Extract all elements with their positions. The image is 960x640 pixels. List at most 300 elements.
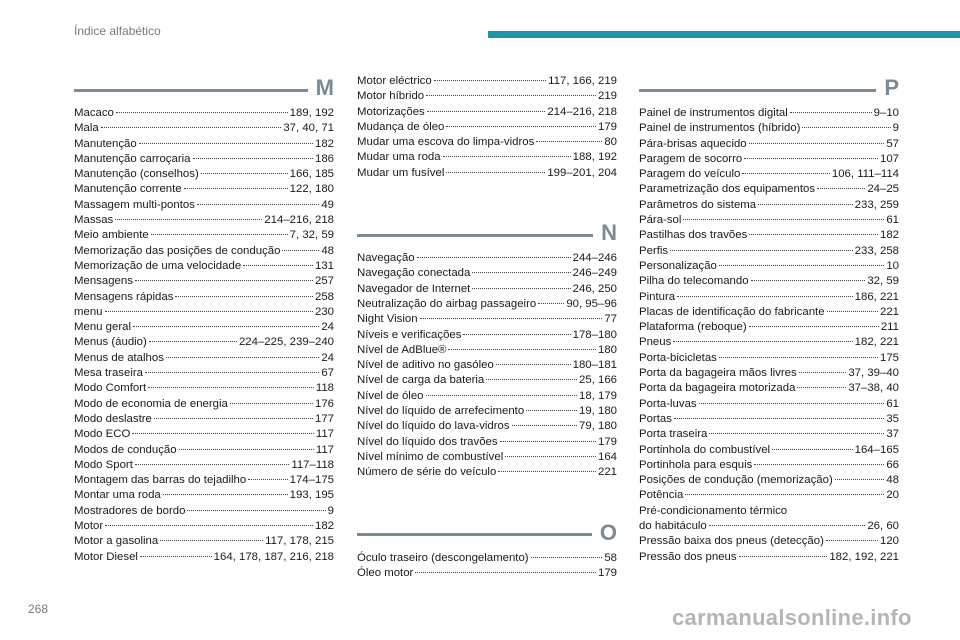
- entry-term: Navegação conectada: [357, 267, 471, 280]
- index-entry[interactable]: [639, 198, 899, 213]
- entry-pages[interactable]: 182: [879, 229, 899, 242]
- dot-leader: [160, 540, 263, 541]
- entry-pages[interactable]: 37, 40, 71: [283, 122, 334, 135]
- index-entry[interactable]: [74, 290, 334, 305]
- entry-pages[interactable]: 178–180: [572, 328, 617, 341]
- entry-term: Mostradores de bordo: [74, 504, 186, 517]
- index-entry[interactable]: [639, 519, 899, 534]
- entry-pages[interactable]: 214–216, 218: [264, 214, 334, 227]
- entry-pages[interactable]: 179: [597, 566, 617, 579]
- entry-pages[interactable]: 80: [604, 136, 617, 149]
- entry-pages[interactable]: 179: [597, 435, 617, 448]
- index-entry[interactable]: [639, 274, 899, 289]
- entry-pages[interactable]: 186: [314, 152, 334, 165]
- entry-pages[interactable]: 186, 221: [854, 290, 899, 303]
- index-entry[interactable]: [357, 266, 617, 281]
- entry-term: Manutenção carroçaria: [74, 152, 191, 165]
- entry-pages[interactable]: 48: [886, 474, 899, 487]
- entry-pages[interactable]: 79, 180: [578, 420, 617, 433]
- entry-term: Navegação: [357, 252, 415, 265]
- entry-pages[interactable]: 182: [314, 520, 334, 533]
- entry-term: Memorização das posições de condução: [74, 244, 281, 257]
- index-entry[interactable]: [74, 534, 334, 549]
- entry-pages[interactable]: 24–25: [867, 183, 899, 196]
- index-entry[interactable]: [639, 228, 899, 243]
- index-entry[interactable]: [74, 152, 334, 167]
- dot-leader: [486, 379, 577, 380]
- entry-term: menu: [74, 305, 103, 318]
- entry-pages[interactable]: 179: [597, 120, 617, 133]
- entry-pages[interactable]: 182, 192, 221: [829, 550, 899, 563]
- dot-leader: [116, 112, 288, 113]
- entry-pages[interactable]: 233, 258: [854, 244, 899, 257]
- dot-leader: [749, 143, 885, 144]
- entry-term: Posições de condução (memorização): [639, 474, 833, 487]
- dot-leader: [427, 111, 546, 112]
- dot-leader: [826, 540, 878, 541]
- dot-leader: [193, 158, 313, 159]
- index-entry[interactable]: [639, 106, 899, 121]
- entry-pages[interactable]: 117–118: [291, 458, 334, 471]
- entry-pages[interactable]: 221: [879, 305, 899, 318]
- entry-pages[interactable]: 7, 32, 59: [289, 229, 334, 242]
- entry-pages[interactable]: 37, 39–40: [848, 367, 899, 380]
- index-entry[interactable]: [639, 351, 899, 366]
- entry-term: Macaco: [74, 107, 114, 119]
- index-entry[interactable]: [357, 551, 617, 566]
- section-header: [639, 74, 899, 102]
- index-entry[interactable]: [639, 397, 899, 412]
- entry-pages[interactable]: 9–10: [873, 107, 899, 119]
- section-header: [74, 74, 334, 102]
- entry-term: Motor eléctrico: [357, 75, 432, 87]
- entry-pages[interactable]: 182, 221: [854, 336, 899, 349]
- entry-term: Óleo motor: [357, 566, 414, 579]
- dot-leader: [151, 234, 288, 235]
- dot-leader: [243, 265, 313, 266]
- entry-pages[interactable]: 164: [597, 450, 617, 463]
- entry-term: Pára-brisas aquecido: [639, 137, 747, 150]
- dot-leader: [749, 326, 879, 327]
- index-entry[interactable]: [357, 74, 617, 89]
- entry-pages[interactable]: 61: [886, 214, 899, 227]
- index-column-2: [357, 74, 617, 603]
- dot-leader: [772, 449, 853, 450]
- index-entry[interactable]: [74, 427, 334, 442]
- entry-pages[interactable]: 26, 60: [867, 520, 899, 533]
- entry-term: Nível do líquido de arrefecimento: [357, 405, 525, 418]
- entry-pages[interactable]: 224–225, 239–240: [238, 336, 334, 349]
- entry-term: Modo deslastre: [74, 412, 152, 425]
- dot-leader: [446, 172, 545, 173]
- index-entry[interactable]: [74, 106, 334, 121]
- section-divider: [357, 234, 593, 237]
- entry-pages[interactable]: 48: [321, 244, 334, 257]
- entry-pages[interactable]: 90, 95–96: [566, 297, 617, 310]
- dot-leader: [101, 127, 282, 128]
- entry-term: Portinhola para esquis: [639, 458, 753, 471]
- entry-pages[interactable]: 18, 179: [578, 389, 617, 402]
- dot-leader: [139, 143, 313, 144]
- dot-leader: [426, 95, 596, 96]
- entry-pages[interactable]: 66: [886, 458, 899, 471]
- index-entry[interactable]: [357, 135, 617, 150]
- entry-term: Paragem de socorro: [639, 152, 743, 165]
- index-entry[interactable]: [357, 328, 617, 343]
- dot-leader: [149, 341, 237, 342]
- index-entry[interactable]: [639, 213, 899, 228]
- entry-term: Perfis: [639, 244, 669, 257]
- dot-leader: [420, 318, 603, 319]
- entry-term: Memorização de uma velocidade: [74, 259, 242, 272]
- index-entry[interactable]: [639, 182, 899, 197]
- entry-term: Motor: [74, 520, 104, 533]
- index-entry[interactable]: [74, 305, 334, 320]
- index-entry[interactable]: [357, 358, 617, 373]
- index-entry[interactable]: [357, 389, 617, 404]
- entry-pages[interactable]: 107: [879, 152, 899, 165]
- entry-pages[interactable]: 117: [315, 443, 334, 456]
- index-entry[interactable]: [74, 137, 334, 152]
- entry-term: Porta-bicicletas: [639, 351, 717, 364]
- index-entry[interactable]: [357, 251, 617, 266]
- entry-term: Pneus: [639, 336, 672, 349]
- dot-leader: [802, 127, 890, 128]
- index-entry[interactable]: [74, 244, 334, 259]
- index-column-1: [74, 74, 334, 587]
- dot-leader: [248, 479, 287, 480]
- index-entry[interactable]: [639, 259, 899, 274]
- index-entry[interactable]: [74, 335, 334, 350]
- dot-leader: [166, 357, 319, 358]
- dot-leader: [749, 234, 878, 235]
- entry-pages[interactable]: 164–165: [854, 443, 899, 456]
- index-entry[interactable]: [639, 320, 899, 335]
- entry-pages[interactable]: 117: [315, 428, 334, 441]
- entry-pages[interactable]: 180: [597, 343, 617, 356]
- entry-pages[interactable]: 214–216, 218: [547, 105, 617, 118]
- entry-term: Manutenção (conselhos): [74, 168, 199, 181]
- index-entry[interactable]: [74, 167, 334, 182]
- dot-leader: [175, 296, 313, 297]
- entry-pages[interactable]: 77: [604, 313, 617, 326]
- entry-term: Mensagens rápidas: [74, 290, 174, 303]
- entry-term: Nível do líquido dos travões: [357, 435, 498, 448]
- entry-term: Paragem do veículo: [639, 168, 741, 181]
- index-entry[interactable]: [639, 244, 899, 259]
- dot-leader: [685, 494, 884, 495]
- dot-leader: [496, 364, 571, 365]
- entry-pages[interactable]: 49: [321, 198, 334, 211]
- dot-leader: [140, 556, 212, 557]
- dot-leader: [744, 158, 878, 159]
- entry-pages[interactable]: 32, 59: [867, 275, 899, 288]
- dot-leader: [674, 418, 884, 419]
- entry-pages[interactable]: 166, 185: [289, 168, 334, 181]
- entry-pages[interactable]: 118: [315, 382, 334, 395]
- entry-pages[interactable]: 257: [314, 275, 334, 288]
- dot-leader: [817, 188, 865, 189]
- entry-term: Manutenção corrente: [74, 183, 182, 196]
- entry-pages[interactable]: 24: [321, 351, 334, 364]
- index-entry[interactable]: [74, 473, 334, 488]
- entry-term: Montagem das barras do tejadilho: [74, 474, 247, 487]
- index-entry[interactable]: [639, 366, 899, 381]
- index-entry[interactable]: [357, 166, 617, 181]
- entry-term: Pintura: [639, 290, 676, 303]
- index-entry[interactable]: [74, 366, 334, 381]
- entry-term: Painel de instrumentos digital: [639, 107, 788, 119]
- dot-leader: [197, 204, 319, 205]
- dot-leader: [115, 219, 262, 220]
- index-entry[interactable]: [74, 320, 334, 335]
- dot-leader: [163, 494, 288, 495]
- dot-leader: [426, 395, 577, 396]
- index-entry[interactable]: [639, 504, 899, 519]
- entry-term: Meio ambiente: [74, 229, 149, 242]
- index-entry[interactable]: [74, 198, 334, 213]
- entry-term: Porta traseira: [639, 428, 708, 441]
- index-entry[interactable]: [639, 458, 899, 473]
- entry-term: Massagem multi-pontos: [74, 198, 195, 211]
- entry-term: Mudar uma roda: [357, 151, 441, 164]
- dot-leader: [751, 280, 866, 281]
- index-entry[interactable]: [74, 182, 334, 197]
- section-header: [357, 519, 617, 547]
- entry-term: Mensagens: [74, 275, 133, 288]
- entry-pages[interactable]: 58: [604, 551, 617, 564]
- index-entry[interactable]: [639, 381, 899, 396]
- entry-pages[interactable]: 35: [886, 412, 899, 425]
- entry-term: Porta da bagageira motorizada: [639, 382, 796, 395]
- section-letter: P: [884, 75, 899, 100]
- section-letter: M: [315, 75, 334, 100]
- entry-pages[interactable]: 37–38, 40: [848, 382, 899, 395]
- entry-term: Nível de carga da bateria: [357, 374, 485, 387]
- entry-pages[interactable]: 67: [321, 367, 334, 380]
- entry-pages[interactable]: 19, 180: [578, 405, 617, 418]
- entry-pages[interactable]: 246, 250: [572, 282, 617, 295]
- dot-leader: [282, 250, 319, 251]
- dot-leader: [835, 479, 885, 480]
- entry-pages[interactable]: 219: [597, 90, 617, 103]
- index-entry[interactable]: [357, 282, 617, 297]
- dot-leader: [463, 334, 570, 335]
- index-entry[interactable]: [357, 89, 617, 104]
- entry-term: Modo ECO: [74, 428, 131, 441]
- dot-leader: [719, 357, 878, 358]
- entry-pages[interactable]: 24: [321, 321, 334, 334]
- dot-leader: [683, 219, 884, 220]
- index-entry[interactable]: [74, 259, 334, 274]
- index-entry[interactable]: [74, 504, 334, 519]
- dot-leader: [742, 173, 830, 174]
- index-entry[interactable]: [639, 335, 899, 350]
- dot-leader: [797, 387, 846, 388]
- index-entry[interactable]: [357, 450, 617, 465]
- entry-pages[interactable]: 258: [314, 290, 334, 303]
- entry-pages[interactable]: 230: [314, 305, 334, 318]
- index-entry[interactable]: [74, 381, 334, 396]
- dot-leader: [135, 280, 313, 281]
- entry-pages[interactable]: 122, 180: [289, 183, 334, 196]
- entry-pages[interactable]: 120: [879, 535, 899, 548]
- index-entry[interactable]: [74, 550, 334, 565]
- entry-pages[interactable]: 221: [597, 466, 617, 479]
- index-entry[interactable]: [357, 566, 617, 581]
- dot-leader: [145, 372, 319, 373]
- index-entry[interactable]: [357, 150, 617, 165]
- index-entry[interactable]: [639, 121, 899, 136]
- index-entry[interactable]: [357, 419, 617, 434]
- entry-pages[interactable]: 20: [886, 489, 899, 502]
- index-entry[interactable]: [357, 373, 617, 388]
- index-section: [357, 219, 617, 480]
- index-entry[interactable]: [74, 412, 334, 427]
- entry-term: Motor híbrido: [357, 90, 425, 103]
- index-entry[interactable]: [357, 435, 617, 450]
- entry-pages[interactable]: 193, 195: [289, 489, 334, 502]
- entry-term: Massas: [74, 214, 114, 227]
- dot-leader: [187, 510, 325, 511]
- index-entry[interactable]: [639, 412, 899, 427]
- index-entry[interactable]: [357, 105, 617, 120]
- index-entry[interactable]: [639, 427, 899, 442]
- dot-leader: [443, 156, 571, 157]
- entry-pages[interactable]: 176: [314, 397, 334, 410]
- section-letter: O: [599, 519, 617, 545]
- index-entry[interactable]: [74, 458, 334, 473]
- dot-leader: [230, 403, 313, 404]
- index-entry[interactable]: [639, 488, 899, 503]
- entry-pages[interactable]: 9: [327, 504, 334, 517]
- dot-leader: [201, 173, 288, 174]
- entry-pages[interactable]: 199–201, 204: [547, 166, 617, 179]
- entry-pages[interactable]: 211: [880, 321, 899, 334]
- entry-pages[interactable]: 164, 178, 187, 216, 218: [213, 550, 334, 563]
- entry-pages[interactable]: 188, 192: [572, 151, 617, 164]
- entry-term: Montar uma roda: [74, 489, 161, 502]
- entry-term: Pressão dos pneus: [639, 550, 737, 563]
- entry-pages[interactable]: 189, 192: [289, 107, 334, 119]
- entry-pages[interactable]: 244–246: [572, 252, 617, 265]
- index-entry[interactable]: [639, 550, 899, 565]
- dot-leader: [472, 288, 570, 289]
- entry-term: Pré-condicionamento térmico: [639, 504, 788, 517]
- index-entry[interactable]: [357, 312, 617, 327]
- entry-pages[interactable]: 61: [886, 397, 899, 410]
- index-entry[interactable]: [357, 120, 617, 135]
- entry-pages[interactable]: 131: [314, 259, 334, 272]
- entry-pages[interactable]: 37: [886, 428, 899, 441]
- index-entry[interactable]: [357, 297, 617, 312]
- entry-term: Night Vision: [357, 313, 418, 326]
- dot-leader: [538, 303, 564, 304]
- entry-term: Plataforma (reboque): [639, 321, 747, 334]
- entry-pages[interactable]: 246–249: [572, 267, 617, 280]
- entry-pages[interactable]: 175: [879, 351, 899, 364]
- index-entry[interactable]: [74, 397, 334, 412]
- index-entry[interactable]: [74, 443, 334, 458]
- dot-leader: [417, 257, 571, 258]
- index-entry[interactable]: [74, 351, 334, 366]
- entry-term: Nível de aditivo no gasóleo: [357, 359, 494, 372]
- index-entry[interactable]: [74, 519, 334, 534]
- index-entry[interactable]: [74, 274, 334, 289]
- dot-leader: [531, 557, 603, 558]
- index-entry[interactable]: [639, 305, 899, 320]
- entry-term: Mesa traseira: [74, 367, 144, 380]
- entry-term: Motorizações: [357, 105, 425, 118]
- dot-leader: [135, 464, 289, 465]
- entry-term: do habitáculo: [639, 520, 707, 533]
- entry-term: Mala: [74, 122, 99, 135]
- entry-term: Motor a gasolina: [74, 535, 159, 548]
- entry-pages[interactable]: 25, 166: [578, 374, 617, 387]
- section-divider: [74, 89, 308, 92]
- entry-term: Neutralização do airbag passageiro: [357, 297, 537, 310]
- index-entry[interactable]: [74, 488, 334, 503]
- entry-pages[interactable]: 106, 111–114: [831, 168, 899, 181]
- index-entry[interactable]: [74, 228, 334, 243]
- entry-pages[interactable]: 117, 178, 215: [265, 535, 334, 548]
- index-entry[interactable]: [639, 152, 899, 167]
- dot-leader: [446, 126, 596, 127]
- entry-term: Mudar um fusível: [357, 166, 445, 179]
- entry-pages[interactable]: 9: [892, 122, 899, 135]
- index-entry[interactable]: [639, 534, 899, 549]
- entry-term: Porta-luvas: [639, 397, 697, 410]
- dot-leader: [505, 456, 596, 457]
- entry-pages[interactable]: 182: [314, 137, 334, 150]
- entry-pages[interactable]: 117, 166, 219: [548, 75, 617, 87]
- index-entry[interactable]: [74, 121, 334, 136]
- entry-pages[interactable]: 233, 259: [854, 198, 899, 211]
- index-entry[interactable]: [639, 137, 899, 152]
- dot-leader: [699, 403, 885, 404]
- index-entry[interactable]: [639, 290, 899, 305]
- entry-pages[interactable]: 57: [886, 137, 899, 150]
- index-entry[interactable]: [357, 465, 617, 480]
- index-entry[interactable]: [639, 443, 899, 458]
- dot-leader: [827, 311, 878, 312]
- entry-term: Mudar uma escova do limpa-vidros: [357, 136, 535, 149]
- index-entry[interactable]: [639, 167, 899, 182]
- index-entry[interactable]: [74, 213, 334, 228]
- entry-term: Navegador de Internet: [357, 282, 471, 295]
- entry-pages[interactable]: 10: [886, 259, 899, 272]
- dot-leader: [512, 425, 577, 426]
- index-entry[interactable]: [357, 404, 617, 419]
- entry-pages[interactable]: 177: [314, 412, 334, 425]
- footer-watermark: carmanualsonline.info: [672, 605, 912, 630]
- index-section: [74, 74, 334, 565]
- index-entry[interactable]: [357, 343, 617, 358]
- entry-term: Manutenção: [74, 137, 137, 150]
- index-section: [357, 74, 617, 181]
- dot-leader: [133, 326, 319, 327]
- entry-pages[interactable]: 174–175: [289, 474, 334, 487]
- entry-term: Pára-sol: [639, 214, 682, 227]
- entry-term: Pressão baixa dos pneus (detecção): [639, 535, 824, 548]
- entry-term: Pastilhas dos travões: [639, 229, 748, 242]
- entry-term: Nível do líquido do lava-vidros: [357, 420, 510, 433]
- entry-pages[interactable]: 180–181: [572, 359, 617, 372]
- dot-leader: [677, 296, 853, 297]
- index-entry[interactable]: [639, 473, 899, 488]
- section-letter: N: [601, 220, 617, 246]
- dot-leader: [500, 441, 596, 442]
